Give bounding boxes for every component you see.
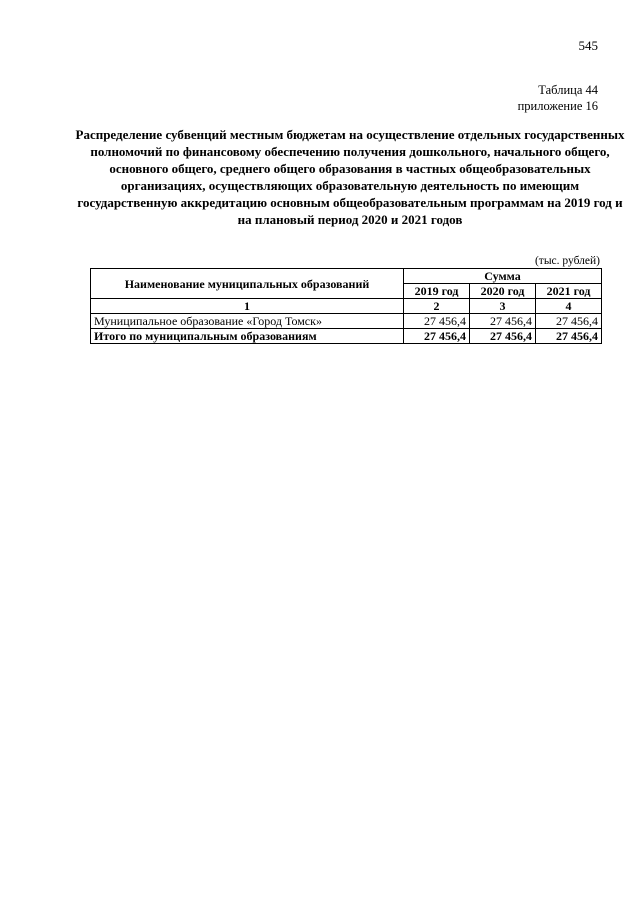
table-reference <box>518 82 598 114</box>
budget-table <box>90 268 602 344</box>
header-name: Наименование муниципальных образований <box>91 269 404 299</box>
total-row <box>91 329 602 344</box>
total-value: 27 456,4 <box>536 329 602 344</box>
total-name: Итого по муниципальным образованиям <box>91 329 404 344</box>
total-value: 27 456,4 <box>404 329 470 344</box>
row-value: 27 456,4 <box>536 314 602 329</box>
header-sum: Сумма <box>404 269 602 284</box>
row-value: 27 456,4 <box>404 314 470 329</box>
header-year: 2020 год <box>470 284 536 299</box>
row-name: Муниципальное образование «Город Томск» <box>91 314 404 329</box>
header-year: 2021 год <box>536 284 602 299</box>
col-number: 1 <box>91 299 404 314</box>
col-number: 4 <box>536 299 602 314</box>
table-row <box>91 314 602 329</box>
document-title: Распределение субвенций местным бюджетам на осуществление отдельных государственных полномочий по финансовому обеспечению получения дошкольного, начального общего, основного общего, среднего общего образования в частных общеобразовательных организациях, осуществляющих образовательную деятельность по имеющим государственную аккредитацию основным общеобразовательным программам на 2019 год и на плановый период 2020 и 2021 годов <box>75 127 625 227</box>
page-number: 545 <box>578 38 598 53</box>
column-numbers-row <box>91 299 602 314</box>
units-label: (тыс. рублей) <box>534 255 600 267</box>
header-year: 2019 год <box>404 284 470 299</box>
col-number: 3 <box>470 299 536 314</box>
total-value: 27 456,4 <box>470 329 536 344</box>
col-number: 2 <box>404 299 470 314</box>
table-number: Таблица 44 <box>538 83 598 97</box>
row-value: 27 456,4 <box>470 314 536 329</box>
appendix-number: приложение 16 <box>517 99 598 113</box>
